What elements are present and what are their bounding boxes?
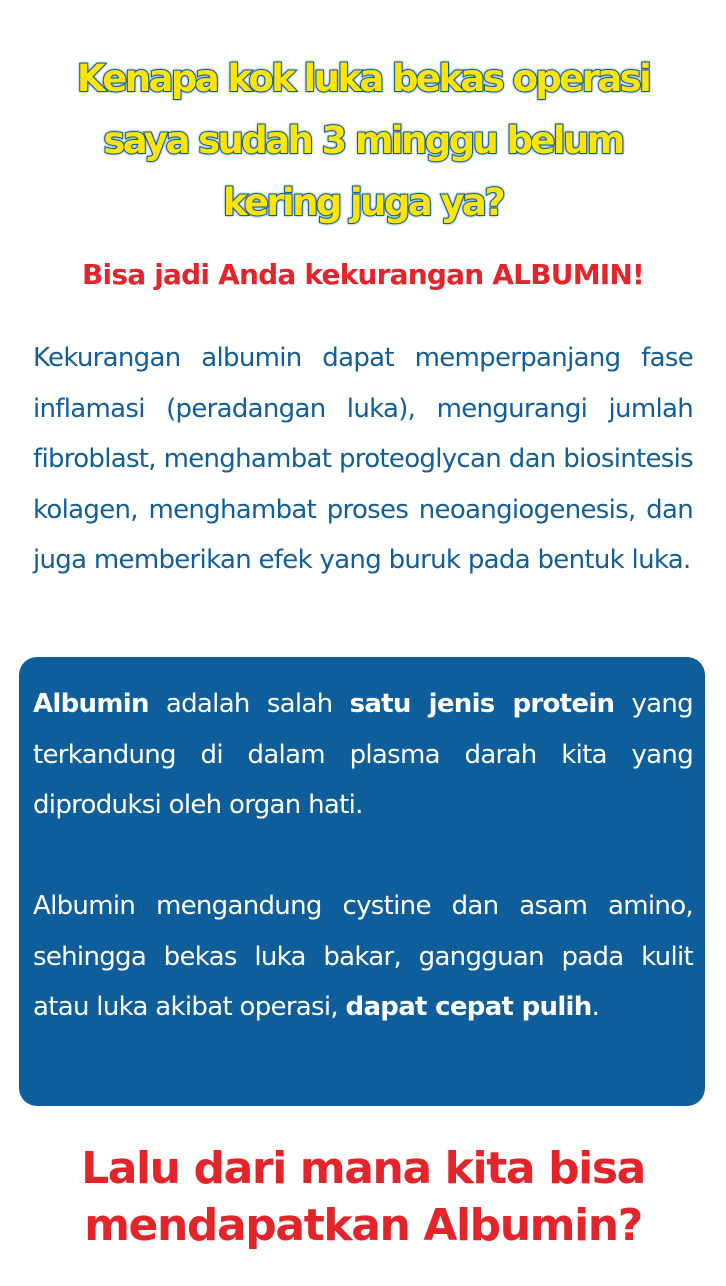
closing-line-1: Lalu dari mana kita bisa [81,1143,645,1194]
albumin-benefit-paragraph [33,881,693,1033]
definition-text-2: yang terkandung di dalam plasma darah kita yang diproduksi oleh organ hati. [33,689,693,820]
closing-line-2: mendapatkan Albumin? [84,1200,642,1251]
protein-emphasis: satu jenis protein [349,689,615,719]
intro-paragraph: Kekurangan albumin dapat memperpanjang fase inflamasi (peradangan luka), mengurangi jumlah fibroblast, menghambat proteoglycan dan biosintesis kolagen, menghambat proses neoangiogenesis, dan juga memberikan efek yang buruk pada bentuk luka. [33,343,693,575]
benefit-text: Albumin mengandung cystine dan asam amino, sehingga bekas luka bakar, gangguan pada kulit atau luka akibat operasi, [33,891,693,1022]
benefit-period: . [591,992,600,1022]
albumin-definition-paragraph [33,679,693,831]
subheading: Bisa jadi Anda kekurangan ALBUMIN! [82,258,644,291]
albumin-info-box [19,657,705,1106]
benefit-emphasis: dapat cepat pulih [345,992,592,1022]
headline-line-2: saya sudah 3 minggu belum [103,119,623,162]
headline-line-1: Kenapa kok luka bekas operasi [76,57,650,100]
headline [20,48,706,234]
closing-question [20,1140,706,1254]
albumin-term: Albumin [33,689,149,719]
definition-text-1: adalah salah [148,689,350,719]
headline-line-3: kering juga ya? [222,181,504,224]
